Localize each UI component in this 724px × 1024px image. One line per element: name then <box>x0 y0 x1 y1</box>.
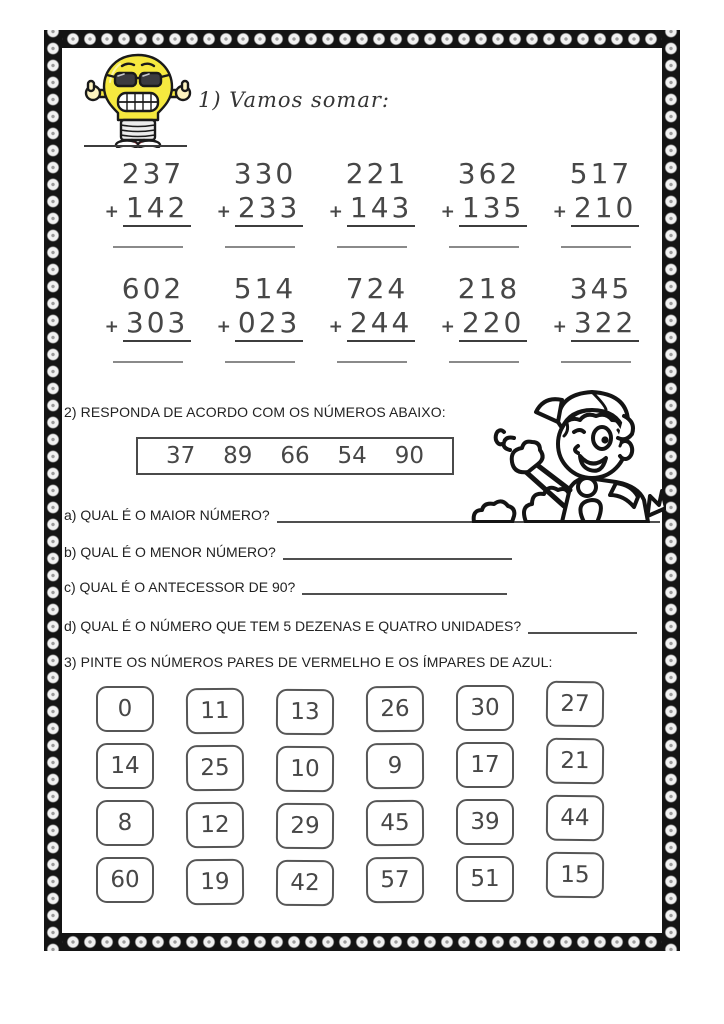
plus-sign: + <box>216 317 231 337</box>
question-d-answer-line[interactable] <box>528 618 637 634</box>
addend2: 135 <box>459 192 527 227</box>
question-c <box>64 579 507 596</box>
box-number: 54 <box>337 443 367 469</box>
answer-blank[interactable] <box>113 246 183 248</box>
number-cell[interactable]: 29 <box>276 803 334 849</box>
addition-problem <box>211 273 309 363</box>
answer-blank[interactable] <box>561 246 631 248</box>
number-cell[interactable]: 30 <box>456 685 514 731</box>
addition-problem <box>211 158 309 248</box>
plus-sign: + <box>552 317 567 337</box>
addition-problem <box>547 273 645 363</box>
number-cell[interactable]: 12 <box>186 802 244 849</box>
number-cell[interactable]: 14 <box>96 743 154 789</box>
question-a-text: a) QUAL É O MAIOR NÚMERO? <box>64 507 270 523</box>
numbers-box <box>136 437 454 475</box>
addition-problem <box>99 273 197 363</box>
answer-blank[interactable] <box>449 246 519 248</box>
plus-sign: + <box>440 202 455 222</box>
addend1: 514 <box>233 272 297 305</box>
addend1: 362 <box>457 157 521 190</box>
section1-number: 1) <box>198 88 222 112</box>
number-cell[interactable]: 60 <box>96 857 154 903</box>
number-cell[interactable]: 0 <box>96 686 154 732</box>
answer-blank[interactable] <box>225 361 295 363</box>
number-cell[interactable]: 26 <box>366 686 424 732</box>
plus-sign: + <box>328 317 343 337</box>
plus-sign: + <box>216 202 231 222</box>
addition-problem <box>547 158 645 248</box>
addend2: 023 <box>235 307 303 342</box>
flower-border-top-icon <box>44 30 680 48</box>
addend2: 210 <box>571 192 639 227</box>
number-cell[interactable]: 8 <box>96 800 154 846</box>
addend2: 233 <box>235 192 303 227</box>
addend2: 143 <box>347 192 415 227</box>
addend1: 345 <box>569 272 633 305</box>
addition-problem <box>323 158 421 248</box>
number-cell[interactable]: 45 <box>366 800 424 846</box>
addition-problem <box>435 158 533 248</box>
plus-sign: + <box>104 202 119 222</box>
section1-title <box>198 88 390 112</box>
answer-blank[interactable] <box>561 361 631 363</box>
plus-sign: + <box>552 202 567 222</box>
number-cell[interactable]: 13 <box>276 689 334 735</box>
plus-sign: + <box>104 317 119 337</box>
addend1: 330 <box>233 157 297 190</box>
number-cell[interactable]: 27 <box>546 681 604 728</box>
number-cell[interactable]: 15 <box>546 852 604 899</box>
addend1: 221 <box>345 157 409 190</box>
number-cell[interactable]: 42 <box>276 860 334 906</box>
number-cell[interactable]: 25 <box>186 745 244 792</box>
number-cell[interactable]: 19 <box>186 859 244 906</box>
number-cell[interactable]: 17 <box>456 742 514 788</box>
addend2: 303 <box>123 307 191 342</box>
question-b-text: b) QUAL É O MENOR NÚMERO? <box>64 544 276 560</box>
number-cell[interactable]: 10 <box>276 746 334 792</box>
addend1: 602 <box>121 272 185 305</box>
problems-row-2 <box>99 273 645 363</box>
number-cell[interactable]: 44 <box>546 795 604 842</box>
question-b <box>64 544 512 561</box>
addend2: 142 <box>123 192 191 227</box>
number-cell[interactable]: 57 <box>366 857 424 903</box>
answer-blank[interactable] <box>449 361 519 363</box>
number-cell[interactable]: 11 <box>186 688 244 735</box>
problems-row-1 <box>99 158 645 248</box>
section1-title-text: Vamos somar: <box>229 88 390 112</box>
number-cell[interactable]: 9 <box>366 743 424 789</box>
number-cell[interactable]: 21 <box>546 738 604 785</box>
box-number: 66 <box>280 443 310 469</box>
box-number: 89 <box>223 443 253 469</box>
answer-blank[interactable] <box>113 361 183 363</box>
boy-with-cap-icon <box>466 386 666 523</box>
flower-border-left-icon <box>44 30 62 951</box>
addend2: 322 <box>571 307 639 342</box>
plus-sign: + <box>328 202 343 222</box>
box-number: 90 <box>394 443 424 469</box>
question-c-text: c) QUAL É O ANTECESSOR DE 90? <box>64 579 296 595</box>
question-c-answer-line[interactable] <box>302 579 507 595</box>
question-d <box>64 618 637 635</box>
addition-problem <box>99 158 197 248</box>
plus-sign: + <box>440 317 455 337</box>
addition-problem <box>435 273 533 363</box>
addition-problem <box>323 273 421 363</box>
addend1: 517 <box>569 157 633 190</box>
answer-blank[interactable] <box>337 246 407 248</box>
section3-heading: 3) PINTE OS NÚMEROS PARES DE VERMELHO E OS ÍMPARES DE AZUL: <box>64 654 553 670</box>
addend1: 218 <box>457 272 521 305</box>
addend1: 724 <box>345 272 409 305</box>
addend1: 237 <box>121 157 185 190</box>
number-cell[interactable]: 51 <box>456 856 514 902</box>
addend2: 244 <box>347 307 415 342</box>
answer-blank[interactable] <box>225 246 295 248</box>
flower-border-bottom-icon <box>44 933 680 951</box>
lightbulb-mascot-icon <box>82 50 194 148</box>
paint-number-grid <box>96 686 604 903</box>
answer-blank[interactable] <box>337 361 407 363</box>
section2-heading: 2) RESPONDA DE ACORDO COM OS NÚMEROS ABAIXO: <box>64 404 446 420</box>
box-number: 37 <box>166 443 196 469</box>
number-cell[interactable]: 39 <box>456 799 514 845</box>
mascot-underline <box>84 145 187 147</box>
question-d-text: d) QUAL É O NÚMERO QUE TEM 5 DEZENAS E QUATRO UNIDADES? <box>64 618 522 634</box>
addend2: 220 <box>459 307 527 342</box>
question-b-answer-line[interactable] <box>283 544 512 560</box>
